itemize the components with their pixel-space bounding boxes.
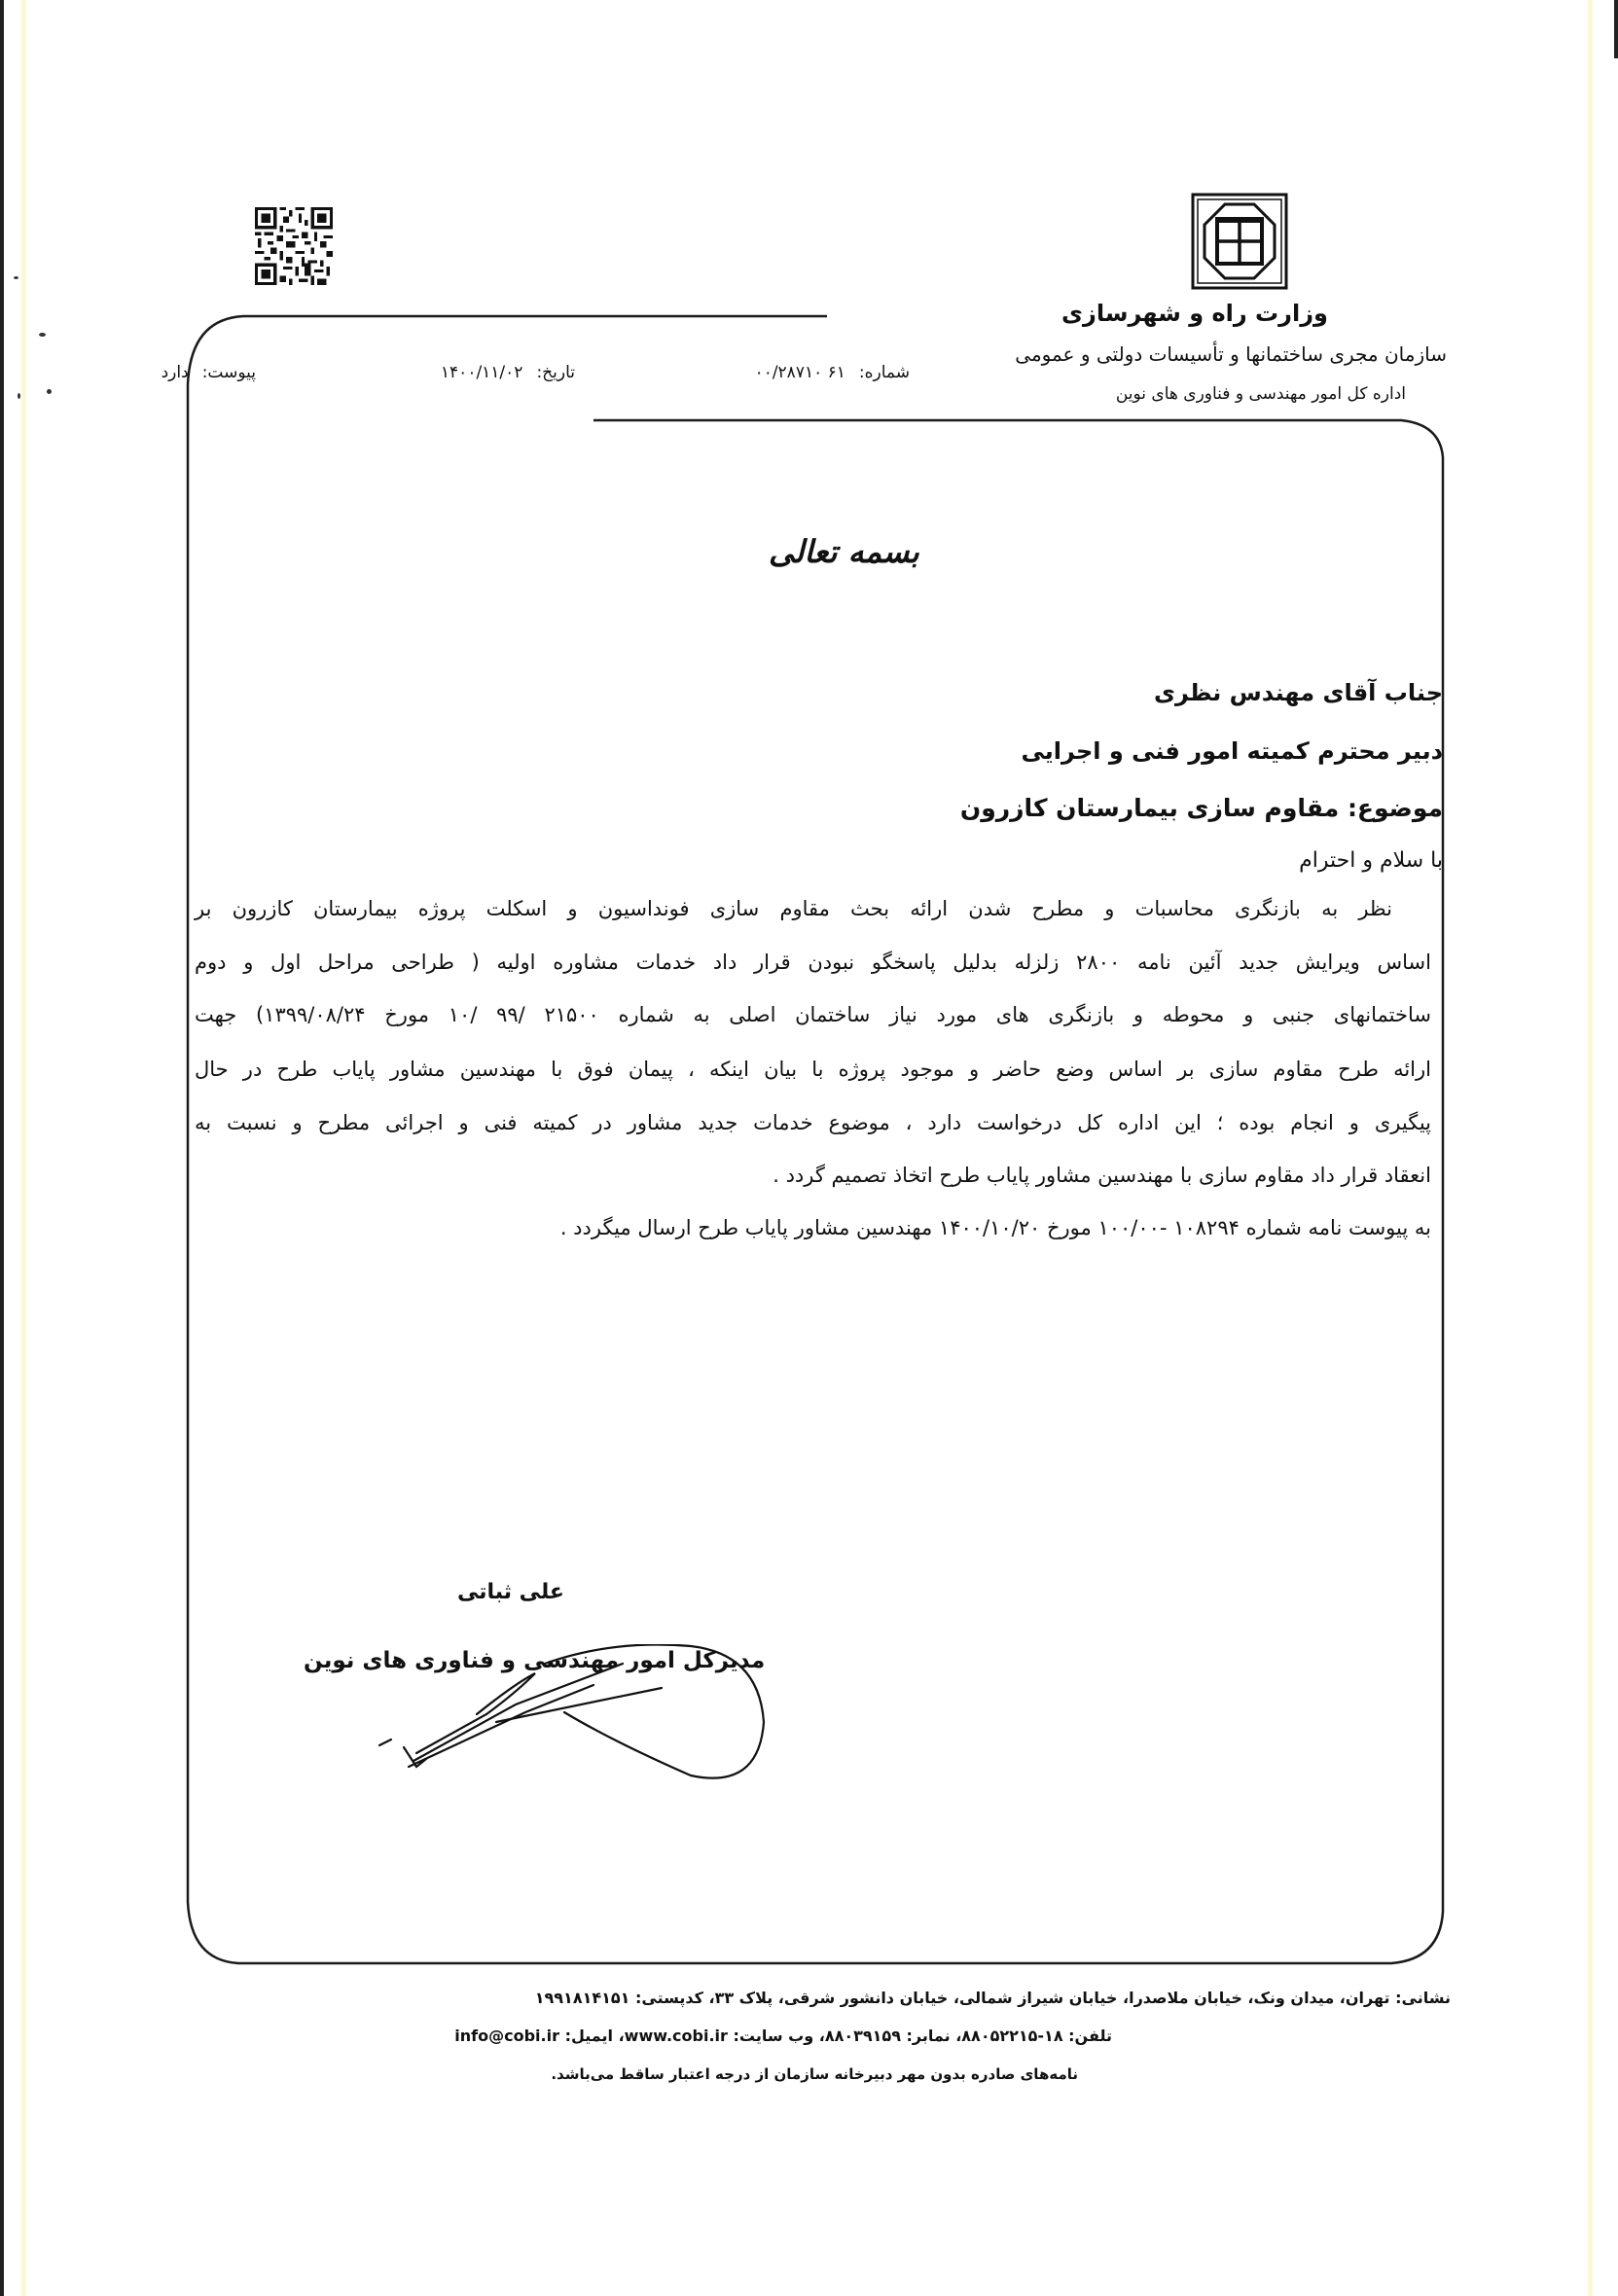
footer-disclaimer: نامه‌های صادره بدون مهر دبیرخانه سازمان از درجه اعتبار ساقط می‌باشد. <box>551 2065 1078 2083</box>
signer-title: مدیرکل امور مهندسی و فناوری های نوین <box>304 1648 766 1673</box>
letter-number <box>755 363 910 382</box>
date-label: تاریخ: <box>536 363 575 382</box>
subject-line: موضوع: مقاوم سازی بیمارستان کازرون <box>959 794 1443 822</box>
greeting: با سلام و احترام <box>1299 848 1443 873</box>
bismillah-heading: بسمه تعالی <box>769 533 919 570</box>
signer-name: علی ثباتی <box>457 1580 564 1604</box>
organization-name: سازمان مجری ساختمانها و تأسیسات دولتی و عمومی <box>1015 342 1447 366</box>
body-line: ارائه طرح مقاوم سازی بر اساس وضع حاضر و موجود پروژه با بیان اینکه ، پیمان فوق با مهندسین مشاور پایاب طرح در حال <box>195 1058 1431 1081</box>
addressee-name: جناب آقای مهندس نظری <box>1153 679 1443 706</box>
body-line: اساس ویرایش جدید آئین نامه ۲۸۰۰ زلزله بدلیل پاسخگو نبودن قرار داد خدمات مشاوره اولیه ( طراحی مراحل اول و دوم <box>195 951 1431 974</box>
department-name: اداره کل امور مهندسی و فناوری های نوین <box>1115 384 1406 404</box>
octagon-window-logo-icon <box>1191 193 1288 290</box>
contact-phones: تلفن: ۱۸-۸۸۰۵۲۲۱۵، نمابر: ۸۸۰۳۹۱۵۹، وب سایت: <box>727 2027 1112 2045</box>
attachment-value: دارد <box>161 363 189 382</box>
body-line: پیگیری و انجام بوده ؛ این اداره کل درخواست دارد ، موضوع خدمات جدید مشاور در کمیته فنی و اجرائی مطرح و نسبت به <box>195 1111 1431 1134</box>
body-line: به پیوست نامه شماره ۱۰۸۲۹۴ -۱۰۰/۰۰ مورخ ۱۴۰۰/۱۰/۲۰ مهندسین مشاور پایاب طرح ارسال میگردد . <box>559 1216 1431 1239</box>
letter-attachment <box>162 363 256 382</box>
body-line: انعقاد قرار داد مقاوم سازی با مهندسین مشاور پایاب طرح اتخاذ تصمیم گردد . <box>773 1164 1431 1187</box>
ministry-name: وزارت راه و شهرسازی <box>1061 300 1328 327</box>
qr-code-icon <box>255 206 333 286</box>
email-label: ، ایمیل: <box>559 2027 625 2045</box>
body-line: ساختمانهای جنبی و محوطه و بازنگری های مورد نیاز ساختمان اصلی به شماره ۲۱۵۰۰ /۹۹ /۱۰ مورخ ۱۳۹۹/۰۸/۲۴) جهت <box>195 1003 1431 1026</box>
letter-date <box>441 363 575 382</box>
addressee-title: دبیر محترم کمیته امور فنی و اجرایی <box>1021 737 1443 765</box>
handwritten-signature-icon <box>370 1644 778 1780</box>
date-value: ۱۴۰۰/۱۱/۰۲ <box>440 363 523 382</box>
footer-contact <box>454 2027 1112 2045</box>
number-value: ۶۱ ۰۰/۲۸۷۱۰ <box>754 363 845 382</box>
attachment-label: پیوست: <box>201 363 256 382</box>
email-link[interactable]: info@cobi.ir <box>454 2027 559 2045</box>
footer-address: نشانی: تهران، میدان ونک، خیابان ملاصدرا، خیابان شیراز شمالی، خیابان دانشور شرقی، پلاک ۳۳، کدپستی: ۱۹۹۱۸۱۴۱۵۱ <box>534 1989 1451 2007</box>
number-label: شماره: <box>858 363 910 382</box>
website-link[interactable]: www.cobi.ir <box>624 2027 728 2045</box>
body-line: نظر به بازنگری محاسبات و مطرح شدن ارائه بحث مقاوم سازی فونداسیون و اسکلت پروژه بیمارستان کازرون بر <box>195 897 1392 920</box>
